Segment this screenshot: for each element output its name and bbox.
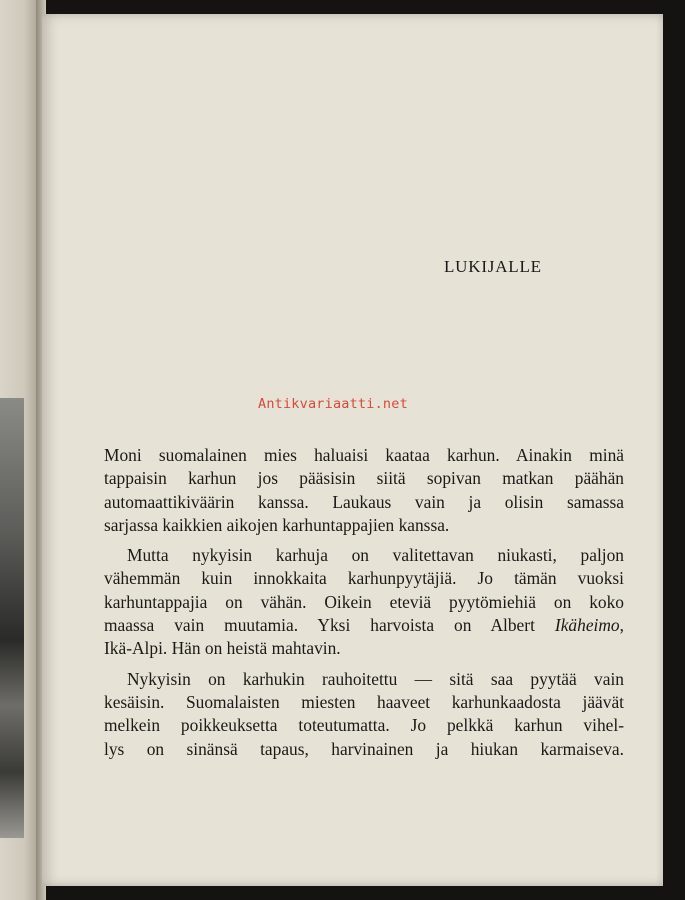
paragraph-2 <box>104 544 624 660</box>
italic-name: Ikäheimo <box>554 615 620 636</box>
chapter-heading: LUKIJALLE <box>444 257 542 276</box>
body-text <box>104 444 624 768</box>
text-line: Mutta nykyisin karhuja on valitettavan niukasti, paljon <box>127 545 624 566</box>
text-line: vähemmän kuin innokkaita karhunpyytäjiä. Jo tämän vuoksi <box>104 568 624 589</box>
text-line: sarjassa kaikkien aikojen karhuntappajien kanssa. <box>104 514 450 535</box>
text-line: kesäisin. Suomalaisten miesten haaveet karhunkaadosta jäävät <box>104 691 624 712</box>
text-segment: maassa vain muutamia. Yksi harvoista on Albert <box>104 615 555 636</box>
text-line: karhuntappajia on vähän. Oikein eteviä pyytömiehiä on koko <box>104 591 624 612</box>
text-line: automaattikiväärin kanssa. Laukaus vain ja olisin samassa <box>104 491 624 512</box>
text-line: lys on sinänsä tapaus, harvinainen ja hiukan karmaiseva. <box>104 738 624 759</box>
paragraph-3 <box>104 668 624 761</box>
text-line-with-name <box>104 614 624 637</box>
text-line: tappaisin karhun jos pääsisin siitä sopivan matkan päähän <box>104 468 624 489</box>
text-line: melkein poikkeuksetta toteutumatta. Jo pelkkä karhun vihel- <box>104 715 624 736</box>
watermark: Antikvariaatti.net <box>258 396 408 412</box>
text-segment: , <box>619 615 624 636</box>
text-line: Ikä-Alpi. Hän on heistä mahtavin. <box>104 638 341 659</box>
text-line: Moni suomalainen mies haluaisi kaataa karhun. Ainakin minä <box>104 445 624 465</box>
book-page <box>42 14 663 886</box>
paragraph-1 <box>104 444 624 537</box>
text-line: Nykyisin on karhukin rauhoitettu — sitä saa pyytää vain <box>127 668 624 689</box>
photo-edge <box>0 398 24 838</box>
